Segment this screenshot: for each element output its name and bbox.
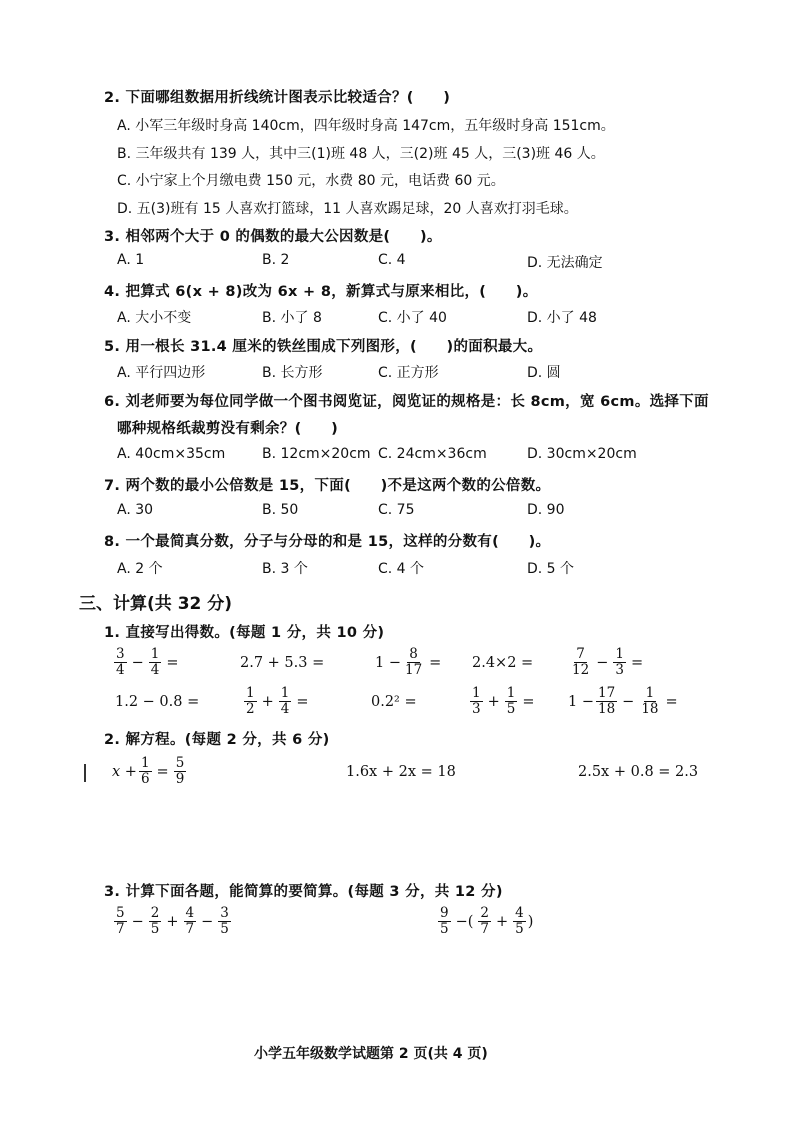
q8-option-a: A. 2 个 bbox=[117, 561, 163, 577]
q2-option-d: D. 五(3)班有 15 人喜欢打篮球，11 人喜欢踢足球，20 人喜欢打羽毛球。 bbox=[117, 201, 578, 217]
q6-option-a: A. 40cm×35cm bbox=[117, 446, 226, 462]
q5-stem: 5. 用一根长 31.4 厘米的铁丝围成下列图形，( )的面积最大。 bbox=[104, 339, 543, 355]
calc-r2-c: 0.2² = bbox=[371, 694, 417, 710]
calc-r2-d: $\frac{1}{3}$ + $\frac{1}{5}$ = bbox=[472, 685, 535, 717]
q3-stem: 3. 相邻两个大于 0 的偶数的最大公因数是( )。 bbox=[104, 229, 442, 245]
q4-option-a: A. 大小不变 bbox=[117, 310, 192, 326]
part2-title: 2. 解方程。(每题 2 分，共 6 分) bbox=[104, 732, 330, 748]
q2-option-a: A. 小军三年级时身高 140cm，四年级时身高 147cm，五年级时身高 151cm。 bbox=[117, 118, 615, 134]
calc-r1-a: $\frac{3}{4}$ − $\frac{1}{4}$ = bbox=[116, 646, 179, 678]
page-footer: 小学五年级数学试题第 2 页(共 4 页) bbox=[254, 1046, 488, 1062]
q4-option-d: D. 小了 48 bbox=[527, 310, 597, 326]
q6-stem-line1: 6. 刘老师要为每位同学做一个图书阅览证，阅览证的规格是：长 8cm，宽 6cm。选择下面 bbox=[104, 394, 709, 410]
q3-option-b: B. 2 bbox=[262, 252, 290, 268]
calc-r1-e: $\frac{7}{12}$ − $\frac{1}{3}$ = bbox=[572, 646, 644, 678]
part3-title: 3. 计算下面各题，能简算的要简算。(每题 3 分，共 12 分) bbox=[104, 884, 503, 900]
equation-2: 1.6x + 2x = 18 bbox=[346, 764, 456, 780]
q6-option-d: D. 30cm×20cm bbox=[527, 446, 637, 462]
q2-option-c: C. 小宁家上个月缴电费 150 元，水费 80 元，电话费 60 元。 bbox=[117, 173, 505, 189]
calc-r2-b: $\frac{1}{2}$ + $\frac{1}{4}$ = bbox=[246, 685, 309, 717]
q8-option-d: D. 5 个 bbox=[527, 561, 575, 577]
q6-stem-line2: 哪种规格纸裁剪没有剩余？( ) bbox=[117, 421, 339, 437]
q5-option-a: A. 平行四边形 bbox=[117, 365, 206, 381]
q8-option-b: B. 3 个 bbox=[262, 561, 308, 577]
q7-option-b: B. 50 bbox=[262, 502, 299, 518]
q6-option-c: C. 24cm×36cm bbox=[378, 446, 487, 462]
q4-option-c: C. 小了 40 bbox=[378, 310, 447, 326]
q3-option-c: C. 4 bbox=[378, 252, 406, 268]
q7-option-a: A. 30 bbox=[117, 502, 154, 518]
q5-option-c: C. 正方形 bbox=[378, 365, 439, 381]
calc-r1-b: 2.7 + 5.3 = bbox=[240, 655, 325, 671]
q3-option-d: D. 无法确定 bbox=[527, 255, 603, 271]
q5-option-b: B. 长方形 bbox=[262, 365, 323, 381]
q2-stem: 2. 下面哪组数据用折线统计图表示比较适合？( ) bbox=[104, 90, 451, 106]
calc-r1-c: 1 − $\frac{8}{17}$ = bbox=[375, 646, 442, 678]
q3-option-a: A. 1 bbox=[117, 252, 145, 268]
q8-stem: 8. 一个最简真分数，分子与分母的和是 15，这样的分数有( )。 bbox=[104, 534, 551, 550]
simplify-1: $\frac{5}{7}$ − $\frac{2}{5}$ + $\frac{4}{7}$ − $\frac{3}{5}$ bbox=[116, 905, 229, 937]
q7-stem: 7. 两个数的最小公倍数是 15，下面( )不是这两个数的公倍数。 bbox=[104, 478, 551, 494]
q5-option-d: D. 圆 bbox=[527, 365, 561, 381]
calc-r1-d: 2.4×2 = bbox=[472, 655, 534, 671]
simplify-2: $\frac{9}{5}$ −( $\frac{2}{7}$ + $\frac{4}{5}$ ) bbox=[440, 905, 534, 937]
q4-option-b: B. 小了 8 bbox=[262, 310, 322, 326]
q8-option-c: C. 4 个 bbox=[378, 561, 425, 577]
q7-option-d: D. 90 bbox=[527, 502, 565, 518]
q7-option-c: C. 75 bbox=[378, 502, 415, 518]
part1-title: 1. 直接写出得数。(每题 1 分，共 10 分) bbox=[104, 625, 385, 641]
q4-stem: 4. 把算式 6(x + 8)改为 6x + 8，新算式与原来相比，( )。 bbox=[104, 284, 538, 300]
section-title: 三、计算(共 32 分) bbox=[79, 594, 233, 614]
q2-option-b: B. 三年级共有 139 人，其中三(1)班 48 人，三(2)班 45 人，三(3)班 46 人。 bbox=[117, 146, 605, 162]
calc-r2-e: 1 − $\frac{17}{18}$ − $\frac{1}{18}$ = bbox=[568, 685, 678, 717]
q6-option-b: B. 12cm×20cm bbox=[262, 446, 371, 462]
equation-1: x + $\frac{1}{6}$ = $\frac{5}{9}$ bbox=[112, 755, 185, 787]
margin-mark bbox=[84, 764, 86, 782]
calc-r2-a: 1.2 − 0.8 = bbox=[115, 694, 200, 710]
equation-3: 2.5x + 0.8 = 2.3 bbox=[578, 764, 699, 780]
